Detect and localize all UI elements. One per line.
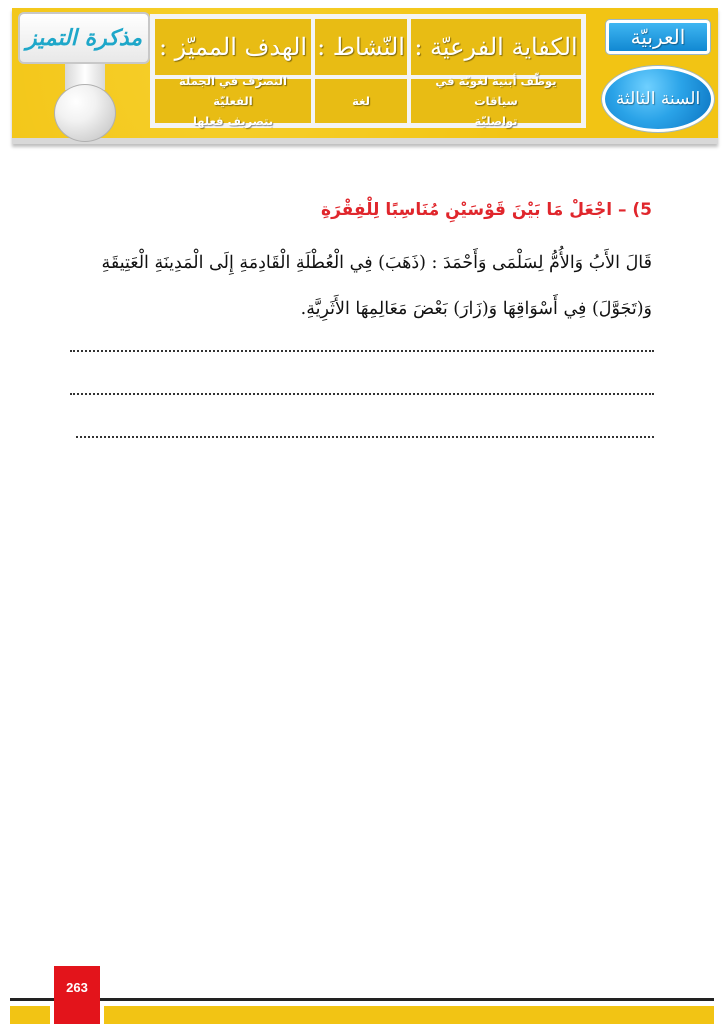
logo-text: مذكرة التميز: [25, 25, 143, 51]
paragraph-line-2: وَ(تَجَوَّلَ) فِي أَسْوَاقِهَا وَ(زَارَ) بَعْضَ مَعَالِمِهَا الأَثَرِيَّةِ.: [300, 299, 652, 319]
exercise-title: 5) – اجْعَلْ مَا بَيْنَ قَوْسَيْنِ مُنَاسِبًا لِلْفِقْرَةِ: [321, 200, 652, 220]
footer-band-left: [10, 1006, 50, 1024]
competence-text-line1: يوظّف أبنية لغويّة في سياقات: [435, 74, 557, 108]
goal-text-line2: بتصريف فعلها: [192, 114, 274, 128]
logo: [18, 12, 150, 64]
page-header: [12, 8, 718, 144]
subject-badge: العربيّة: [606, 20, 710, 54]
competence-cell: [409, 74, 583, 128]
competence-text-line2: تواصليّة: [474, 114, 518, 128]
activity-text: لغة: [313, 77, 409, 125]
info-table: [150, 14, 586, 128]
answer-line-3[interactable]: [76, 436, 654, 438]
year-badge: السنة الثالثة: [602, 66, 714, 132]
goal-cell: [153, 74, 313, 128]
answer-line-1[interactable]: [70, 350, 654, 352]
competence-heading: الكفاية الفرعيّة :: [409, 17, 583, 77]
footer-rule: [10, 998, 714, 1001]
paragraph-line-1: قَالَ الأَبُ وَالأُمُّ لِسَلْمَى وَأَحْمَدَ : (ذَهَبَ) فِي الْعُطْلَةِ الْقَادِمَةِ إِلَى الْمَدِينَةِ الْعَتِيقَةِ: [101, 253, 652, 273]
goal-heading: الهدف المميّز :: [153, 17, 313, 77]
activity-heading: النّشاط :: [313, 17, 409, 77]
answer-line-2[interactable]: [70, 393, 654, 395]
logo-ball: [54, 84, 116, 142]
exercise-paragraph: [52, 240, 652, 332]
page-number: 263: [54, 966, 100, 1024]
goal-text-line1: التصرّف في الجملة الفعليّة: [179, 74, 287, 108]
footer-band-right: [104, 1006, 714, 1024]
